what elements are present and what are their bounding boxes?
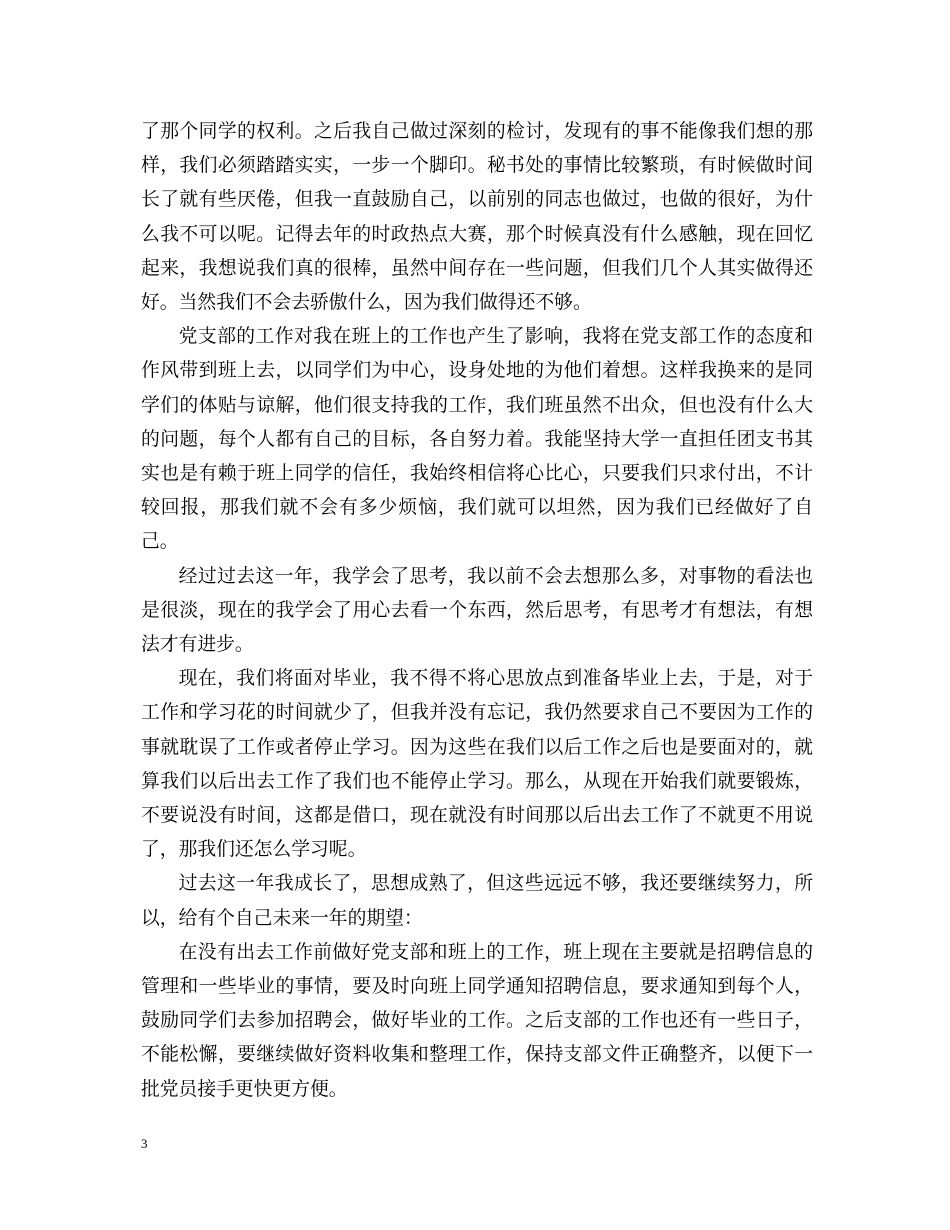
paragraph-5: 过去这一年我成长了，思想成熟了，但这些远远不够，我还要继续努力，所以，给有个自己未来一年的期望：: [141, 873, 813, 929]
paragraph-1: 了那个同学的权利。之后我自己做过深刻的检讨，发现有的事不能像我们想的那样，我们必须踏踏实实，一步一个脚印。秘书处的事情比较繁琐，有时候做时间长了就有些厌倦，但我一直鼓励自己，以前别的同志也做过，也做的很好，为什么我不可以呢。记得去年的时政热点大赛，那个时候真没有什么感触，现在回忆起来，我想说我们真的很棒，虽然中间存在一些问题，但我们几个人其实做得还好。当然我们不会去骄傲什么，因为我们做得还不够。: [141, 121, 813, 314]
paragraph-6: 在没有出去工作前做好党支部和班上的工作，班上现在主要就是招聘信息的管理和一些毕业的事情，要及时向班上同学通知招聘信息，要求通知到每个人，鼓励同学们去参加招聘会，做好毕业的工作。之后支部的工作也还有一些日子，不能松懈，要继续做好资料收集和整理工作，保持支部文件正确整齐，以便下一批党员接手更快更方便。: [141, 941, 813, 1100]
body-text: [141, 115, 813, 1107]
paragraph-3: 经过过去这一年，我学会了思考，我以前不会去想那么多，对事物的看法也是很淡，现在的我学会了用心去看一个东西，然后思考，有思考才有想法，有想法才有进步。: [141, 565, 813, 656]
paragraph-4: 现在，我们将面对毕业，我不得不将心思放点到准备毕业上去，于是，对于工作和学习花的时间就少了，但我并没有忘记，我仍然要求自己不要因为工作的事就耽误了工作或者停止学习。因为这些在我们以后工作之后也是要面对的，就算我们以后出去工作了我们也不能停止学习。那么，从现在开始我们就要锻炼，不要说没有时间，这都是借口，现在就没有时间那以后出去工作了不就更不用说了，那我们还怎么学习呢。: [141, 668, 813, 861]
page-number: 3: [141, 1136, 148, 1151]
paragraph-2: 党支部的工作对我在班上的工作也产生了影响，我将在党支部工作的态度和作风带到班上去，以同学们为中心，设身处地的为他们着想。这样我换来的是同学们的体贴与谅解，他们很支持我的工作，我们班虽然不出众，但也没有什么大的问题，每个人都有自己的目标，各自努力着。我能坚持大学一直担任团支书其实也是有赖于班上同学的信任，我始终相信将心比心，只要我们只求付出，不计较回报，那我们就不会有多少烦恼，我们就可以坦然，因为我们已经做好了自己。: [141, 326, 813, 553]
